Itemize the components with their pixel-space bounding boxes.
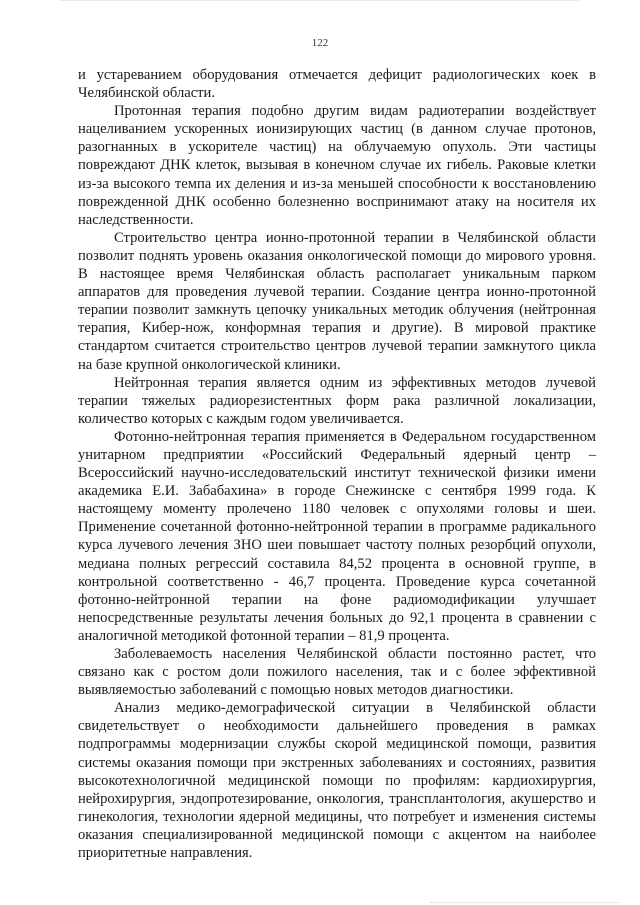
paragraph-center-construction: Строительство центра ионно-протонной терапии в Челябинской области позволит поднять уровень оказания онкологической помощи до мирового уровня. В настоящее время Челябинская область располагает уникальным парком аппаратов для проведения лучевой терапии. Создание центра ионно-протонной терапии позволит замкнуть цепочку уникальных методик облучения (нейтронная терапия, Кибер-нож, конформная терапия и другие). В мировой практике стандартом считается строительство центров лучевой терапии замкнутого цикла на базе крупной онкологической клиники. (78, 229, 596, 373)
paragraph-neutron-therapy: Нейтронная терапия является одним из эффективных методов лучевой терапии тяжелых радиорезистентных форм рака различной локализации, количество которых с каждым годом увеличивается. (78, 374, 596, 427)
paragraph-photon-neutron-therapy: Фотонно-нейтронная терапия применяется в Федеральном государственном унитарном предприятии «Российский Федеральный ядерный центр – Всероссийский научно-исследовательский институт технической физики имени академика Е.И. Забабахина» в городе Снежинске с сентября 1999 года. К настоящему моменту пролечено 1180 человек с опухолями головы и шеи. Применение сочетанной фотонно-нейтронной терапии в программе радикального курса лучевого лечения ЗНО шеи повышает частоту полных резорбций опухоли, медиана полных регрессий составила 84,52 процента в основной группе, в контрольной соответственно - 46,7 процента. Проведение курса сочетанной фотонно-нейтронной терапии на фоне радиомодификации улучшает непосредственные результаты лечения больных до 92,1 процента в сравнении с аналогичной методикой фотонной терапии – 81,9 процента. (78, 428, 596, 644)
page-number: 122 (311, 37, 329, 49)
paragraph-demographic-analysis: Анализ медико-демографической ситуации в Челябинской области свидетельствует о необходимости дальнейшего проведения в рамках подпрограммы модернизации службы скорой медицинской помощи, развития системы оказания помощи при экстренных заболеваниях и состояниях, развития высокотехнологичной медицинской помощи по профилям: кардиохирургия, нейрохирургия, эндопротезирование, онкология, трансплантология, акушерство и гинекология, технологии ядерной медицины, что потребует и изменения системы оказания специализированной медицинской помощи с акцентом на наиболее приоритетные направления. (78, 700, 596, 862)
paragraph-morbidity: Заболеваемость населения Челябинской области постоянно растет, что связано как с ростом доли пожилого населения, так и с более эффективной выявляемостью заболеваний с помощью новых методов диагностики. (78, 646, 596, 699)
document-body (78, 66, 596, 862)
scan-footer-artifact (430, 898, 620, 903)
paragraph-proton-therapy: Протонная терапия подобно другим видам радиотерапии воздействует нацеливанием ускоренных ионизирующих частиц (в данном случае протонов, разогнанных в ускорителе частиц) на облучаемую опухоль. Эти частицы повреждают ДНК клеток, вызывая в конечном случае их гибель. Раковые клетки из-за высокого темпа их деления и из-за меньшей способности к восстановлению поврежденной ДНК особенно болезненно воспринимают атаку на носителя их наследственности. (78, 103, 596, 228)
scan-header-artifact (60, 0, 580, 7)
paragraph-continuation: и устареванием оборудования отмечается дефицит радиологических коек в Челябинской области. (78, 67, 596, 102)
